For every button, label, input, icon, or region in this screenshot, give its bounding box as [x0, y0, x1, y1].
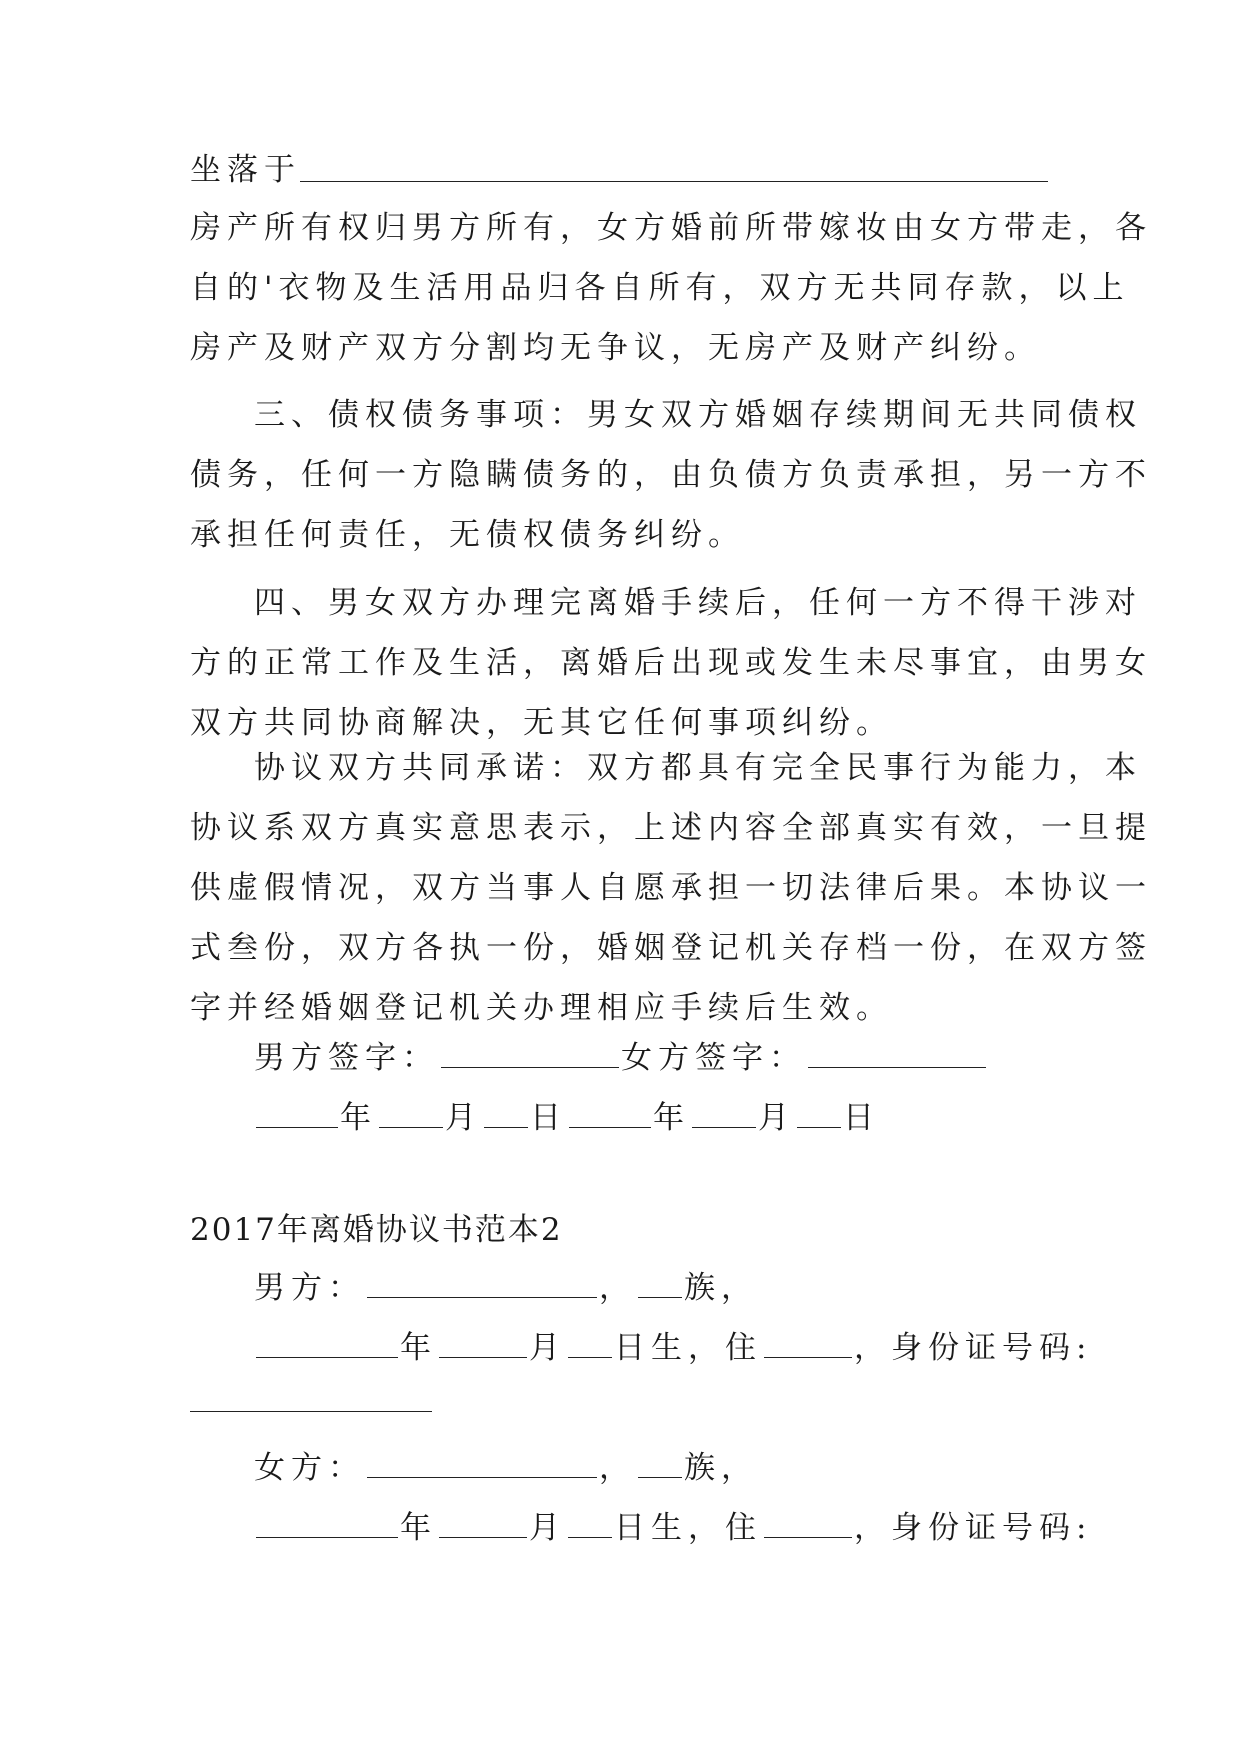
female-address-blank	[764, 1536, 852, 1538]
female-birth-day-blank	[568, 1536, 612, 1538]
female-birth-year-blank	[256, 1536, 398, 1538]
debts-line-1: 三、债权债务事项：男女双方婚姻存续期间无共同债权	[254, 397, 1142, 433]
male-birth-line	[254, 1328, 1114, 1368]
property-line-2: 自的'衣物及生活用品归各自所有，双方无共同存款，以上	[190, 270, 1130, 306]
promise-line-4: 式叁份，双方各执一份，婚姻登记机关存档一份，在双方签	[190, 930, 1152, 966]
born-label: 日生，住	[614, 1510, 762, 1546]
male-info-line	[254, 1268, 1114, 1308]
location-label: 坐落于	[190, 152, 301, 188]
female-label: 女方：	[254, 1450, 365, 1486]
promise-line-5: 字并经婚姻登记机关办理相应手续后生效。	[190, 990, 893, 1026]
promise-line-1: 协议双方共同承诺：双方都具有完全民事行为能力，本	[254, 750, 1142, 786]
clause-four-line-3: 双方共同协商解决，无其它任何事项纠纷。	[190, 705, 893, 741]
female-name-blank	[367, 1476, 597, 1478]
property-line-1: 房产所有权归男方所有，女方婚前所带嫁妆由女方带走，各	[190, 210, 1152, 246]
debts-line-2: 债务，任何一方隐瞒债务的，由负债方负责承担，另一方不	[190, 457, 1152, 493]
male-month-blank	[379, 1126, 443, 1128]
clause-four-line-1: 四、男女双方办理完离婚手续后，任何一方不得干涉对	[254, 585, 1142, 621]
male-address-blank	[764, 1356, 852, 1358]
male-day-blank	[484, 1126, 528, 1128]
female-birth-line	[254, 1508, 1114, 1548]
month-label: 月	[445, 1100, 482, 1136]
ethnic-label: 族，	[684, 1270, 758, 1306]
section-title: 2017年离婚协议书范本2	[190, 1212, 563, 1248]
clause-four-line-2: 方的正常工作及生活，离婚后出现或发生未尽事宜，由男女	[190, 645, 1152, 681]
female-ethnic-blank	[638, 1476, 682, 1478]
promise-line-3: 供虚假情况，双方当事人自愿承担一切法律后果。本协议一	[190, 870, 1152, 906]
day-label: 日	[843, 1100, 880, 1136]
signature-line	[254, 1038, 1114, 1078]
male-birth-day-blank	[568, 1356, 612, 1358]
id-label: ，身份证号码:	[854, 1330, 1093, 1366]
comma: ，	[599, 1450, 636, 1486]
month-label: 月	[529, 1510, 566, 1546]
property-line-3: 房产及财产双方分割均无争议，无房产及财产纠纷。	[190, 330, 1041, 366]
female-signature-blank	[808, 1066, 986, 1068]
comma: ，	[599, 1270, 636, 1306]
ethnic-label: 族，	[684, 1450, 758, 1486]
year-label: 年	[653, 1100, 690, 1136]
female-birth-month-blank	[439, 1536, 527, 1538]
male-signature-blank	[441, 1066, 619, 1068]
id-label: ，身份证号码:	[854, 1510, 1093, 1546]
male-name-blank	[367, 1296, 597, 1298]
born-label: 日生，住	[614, 1330, 762, 1366]
male-id-blank	[190, 1410, 432, 1412]
date-line	[254, 1098, 1114, 1138]
location-blank	[300, 180, 1048, 182]
male-year-blank	[256, 1126, 338, 1128]
year-label: 年	[340, 1100, 377, 1136]
male-birth-month-blank	[439, 1356, 527, 1358]
location-line	[190, 150, 1050, 190]
year-label: 年	[400, 1510, 437, 1546]
promise-line-2: 协议系双方真实意思表示，上述内容全部真实有效，一旦提	[190, 810, 1152, 846]
female-day-blank	[797, 1126, 841, 1128]
year-label: 年	[400, 1330, 437, 1366]
female-signature-label: 女方签字：	[621, 1040, 806, 1076]
female-month-blank	[692, 1126, 756, 1128]
day-label: 日	[530, 1100, 567, 1136]
female-info-line	[254, 1448, 1114, 1488]
female-year-blank	[569, 1126, 651, 1128]
month-label: 月	[758, 1100, 795, 1136]
male-label: 男方：	[254, 1270, 365, 1306]
debts-line-3: 承担任何责任，无债权债务纠纷。	[190, 517, 745, 553]
month-label: 月	[529, 1330, 566, 1366]
male-signature-label: 男方签字：	[254, 1040, 439, 1076]
male-birth-year-blank	[256, 1356, 398, 1358]
male-ethnic-blank	[638, 1296, 682, 1298]
